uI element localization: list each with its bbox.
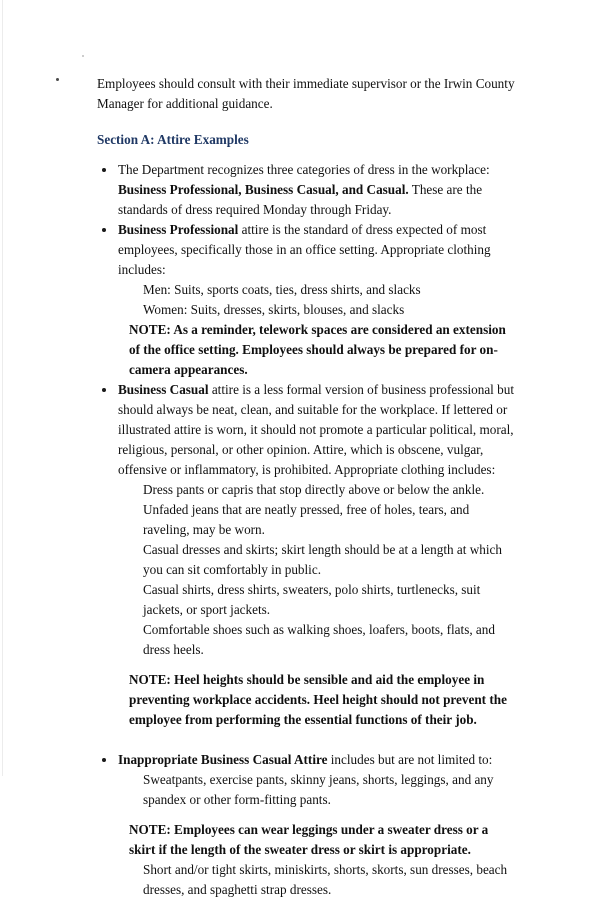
- bullet-dot-icon: [102, 228, 106, 232]
- list-item: [97, 380, 515, 480]
- sub-list-inappropriate-after-note: [97, 860, 515, 900]
- bullet-lead-bold: Business Professional: [118, 222, 239, 237]
- sub-list-business-professional: [97, 280, 515, 320]
- sub-line: Short and/or tight skirts, miniskirts, shorts, skorts, sun dresses, beach dresses, and spaghetti strap dresses.: [143, 862, 508, 897]
- sub-line: Casual dresses and skirts; skirt length should be at a length at which you can sit comfortably in public.: [143, 542, 502, 577]
- sub-line: Comfortable shoes such as walking shoes, loafers, boots, flats, and dress heels.: [143, 622, 495, 657]
- document-body: [97, 74, 515, 900]
- spacer: [97, 810, 515, 820]
- sub-line: Dress pants or capris that stop directly above or below the ankle. Unfaded jeans that are neatly pressed, free of holes, tears, and raveling, may be worn.: [143, 482, 485, 537]
- scan-speck-icon: [56, 78, 59, 81]
- bullet-lead-tail: attire is the standard of dress expected of most employees, specifically those in an office setting. Appropriate clothing includes:: [118, 222, 491, 277]
- intro-paragraph: Employees should consult with their immediate supervisor or the Irwin County Manager for additional guidance.: [97, 76, 515, 111]
- page-edge-line: [2, 0, 3, 776]
- bullet-lead-bold: Inappropriate Business Casual Attire: [118, 752, 328, 767]
- bullet-lead-tail: includes but are not limited to:: [327, 752, 493, 767]
- bullet-lead-bold: Business Casual: [118, 382, 209, 397]
- bullet-lead-plain: The Department recognizes three categories of dress in the workplace:: [118, 162, 490, 177]
- bullet-dot-icon: [102, 388, 106, 392]
- note-business-casual: NOTE: Heel heights should be sensible and aid the employee in preventing workplace accidents. Heel height should not prevent the employee from performing the essential functions of their job.: [129, 672, 507, 727]
- section-heading: Section A: Attire Examples: [97, 132, 249, 147]
- list-item: [97, 750, 515, 770]
- spacer: [97, 730, 515, 750]
- sub-line: Women: Suits, dresses, skirts, blouses, and slacks: [143, 302, 405, 317]
- attire-bullet-list: [97, 160, 515, 900]
- sub-list-business-casual: [97, 480, 515, 660]
- bullet-lead-tail: attire is a less formal version of business professional but should always be neat, clean, and suitable for the workplace. If lettered or illustrated attire is worn, it should not promote a particular political, moral, religious, personal, or other opinion. Attire, which is obscene, vulgar, offensive or inflammatory, is prohibited. Appropriate clothing includes:: [118, 382, 514, 477]
- note-inappropriate-business-casual: NOTE: Employees can wear leggings under a sweater dress or a skirt if the length of the sweater dress or skirt is appropriate.: [129, 822, 489, 857]
- bullet-dot-icon: [102, 168, 106, 172]
- spacer: [97, 114, 515, 130]
- list-item: [97, 160, 515, 220]
- sub-line: Men: Suits, sports coats, ties, dress shirts, and slacks: [143, 282, 421, 297]
- bullet-lead-tail: These are the standards of dress required Monday through Friday.: [118, 182, 483, 217]
- sub-line: Casual shirts, dress shirts, sweaters, polo shirts, turtlenecks, suit jackets, or sport jackets.: [143, 582, 481, 617]
- bullet-dot-icon: [102, 758, 106, 762]
- bullet-lead-bold: Business Professional, Business Casual, and Casual.: [118, 182, 409, 197]
- spacer: [97, 150, 515, 160]
- spacer: [97, 660, 515, 670]
- sub-list-inappropriate-before-note: [97, 770, 515, 810]
- list-item: [97, 220, 515, 280]
- scan-speck-icon: [82, 55, 84, 57]
- sub-line: Sweatpants, exercise pants, skinny jeans, shorts, leggings, and any spandex or other form-fitting pants.: [143, 772, 494, 807]
- note-business-professional: NOTE: As a reminder, telework spaces are considered an extension of the office setting. Employees should always be prepared for on-camera appearances.: [129, 322, 506, 377]
